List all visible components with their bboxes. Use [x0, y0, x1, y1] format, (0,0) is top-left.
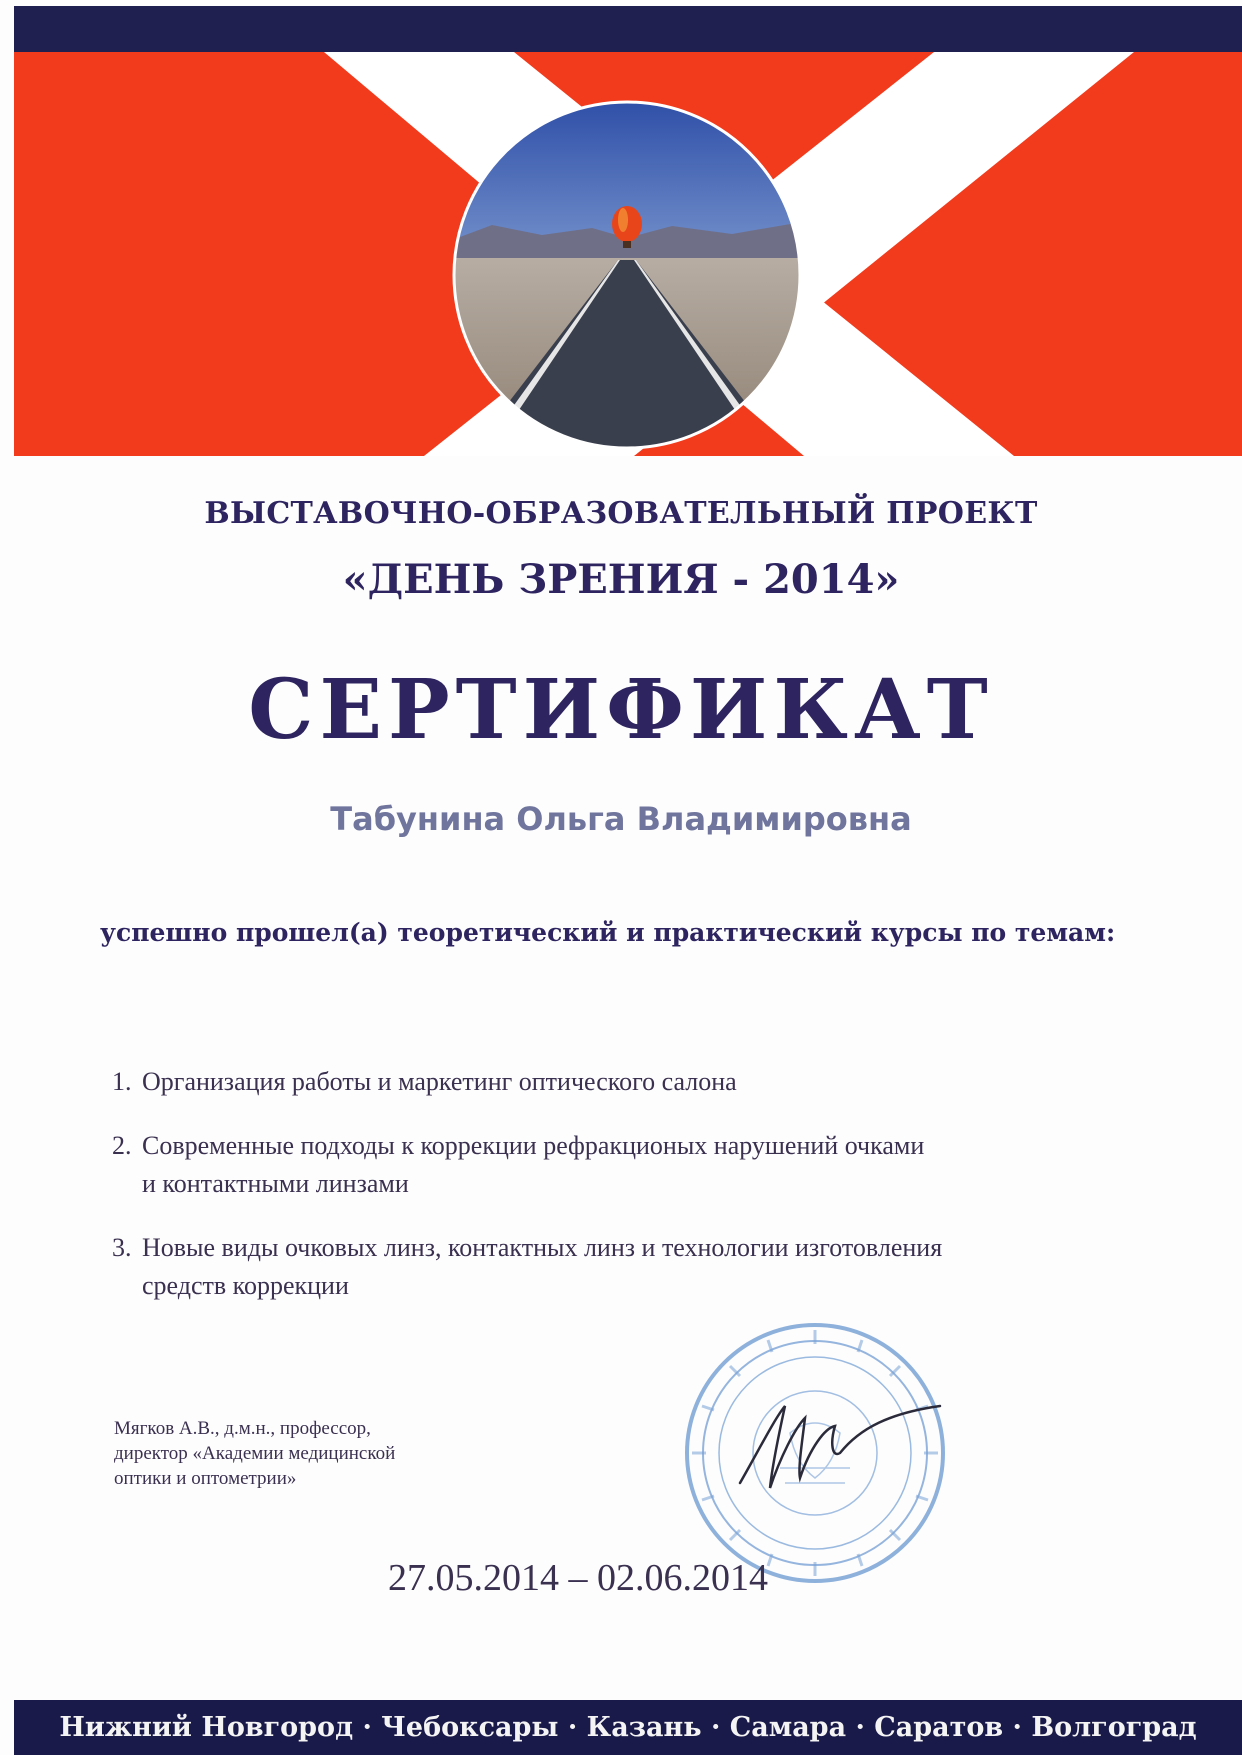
- topic-text: Новые виды очковых линз, контактных линз и технологии изготовления: [142, 1233, 943, 1262]
- topic-text: Организация работы и маркетинг оптического салона: [142, 1067, 737, 1096]
- topic-number: 3.: [112, 1233, 132, 1262]
- topic-item: [112, 1229, 1162, 1305]
- topic-text: Современные подходы к коррекции рефракционых нарушений очками: [142, 1131, 925, 1160]
- topic-item: [112, 1127, 1162, 1203]
- footer-cities: Нижний Новгород · Чебоксары · Казань · Самара · Саратов · Волгоград: [59, 1712, 1197, 1743]
- completed-text: успешно прошел(а) теоретический и практический курсы по темам:: [100, 918, 1116, 947]
- event-line: «ДЕНЬ ЗРЕНИЯ - 2014»: [342, 556, 900, 603]
- certificate-title: СЕРТИФИКАТ: [248, 662, 994, 758]
- signature-icon: [740, 1406, 940, 1488]
- signer-line: оптики и оптометрии»: [114, 1468, 297, 1489]
- road-balloon-photo: [452, 100, 802, 450]
- project-line: ВЫСТАВОЧНО-ОБРАЗОВАТЕЛЬНЫЙ ПРОЕКТ: [204, 496, 1038, 531]
- topic-number: 2.: [112, 1131, 132, 1160]
- signer-line: директор «Академии медицинской: [114, 1443, 396, 1464]
- topic-item: [112, 1063, 1162, 1101]
- course-dates: 27.05.2014 – 02.06.2014: [388, 1557, 768, 1599]
- top-bar: [14, 6, 1242, 52]
- topic-number: 1.: [112, 1067, 132, 1096]
- signer-block: [114, 1416, 494, 1491]
- topic-text-continued: и контактными линзами: [142, 1169, 409, 1198]
- topics-list: [112, 1063, 1162, 1331]
- topic-text-continued: средств коррекции: [142, 1271, 349, 1300]
- stamp-seal-icon: [680, 1318, 950, 1588]
- signer-line: Мягков А.В., д.м.н., профессор,: [114, 1418, 371, 1439]
- recipient-name: Табунина Ольга Владимировна: [330, 800, 912, 838]
